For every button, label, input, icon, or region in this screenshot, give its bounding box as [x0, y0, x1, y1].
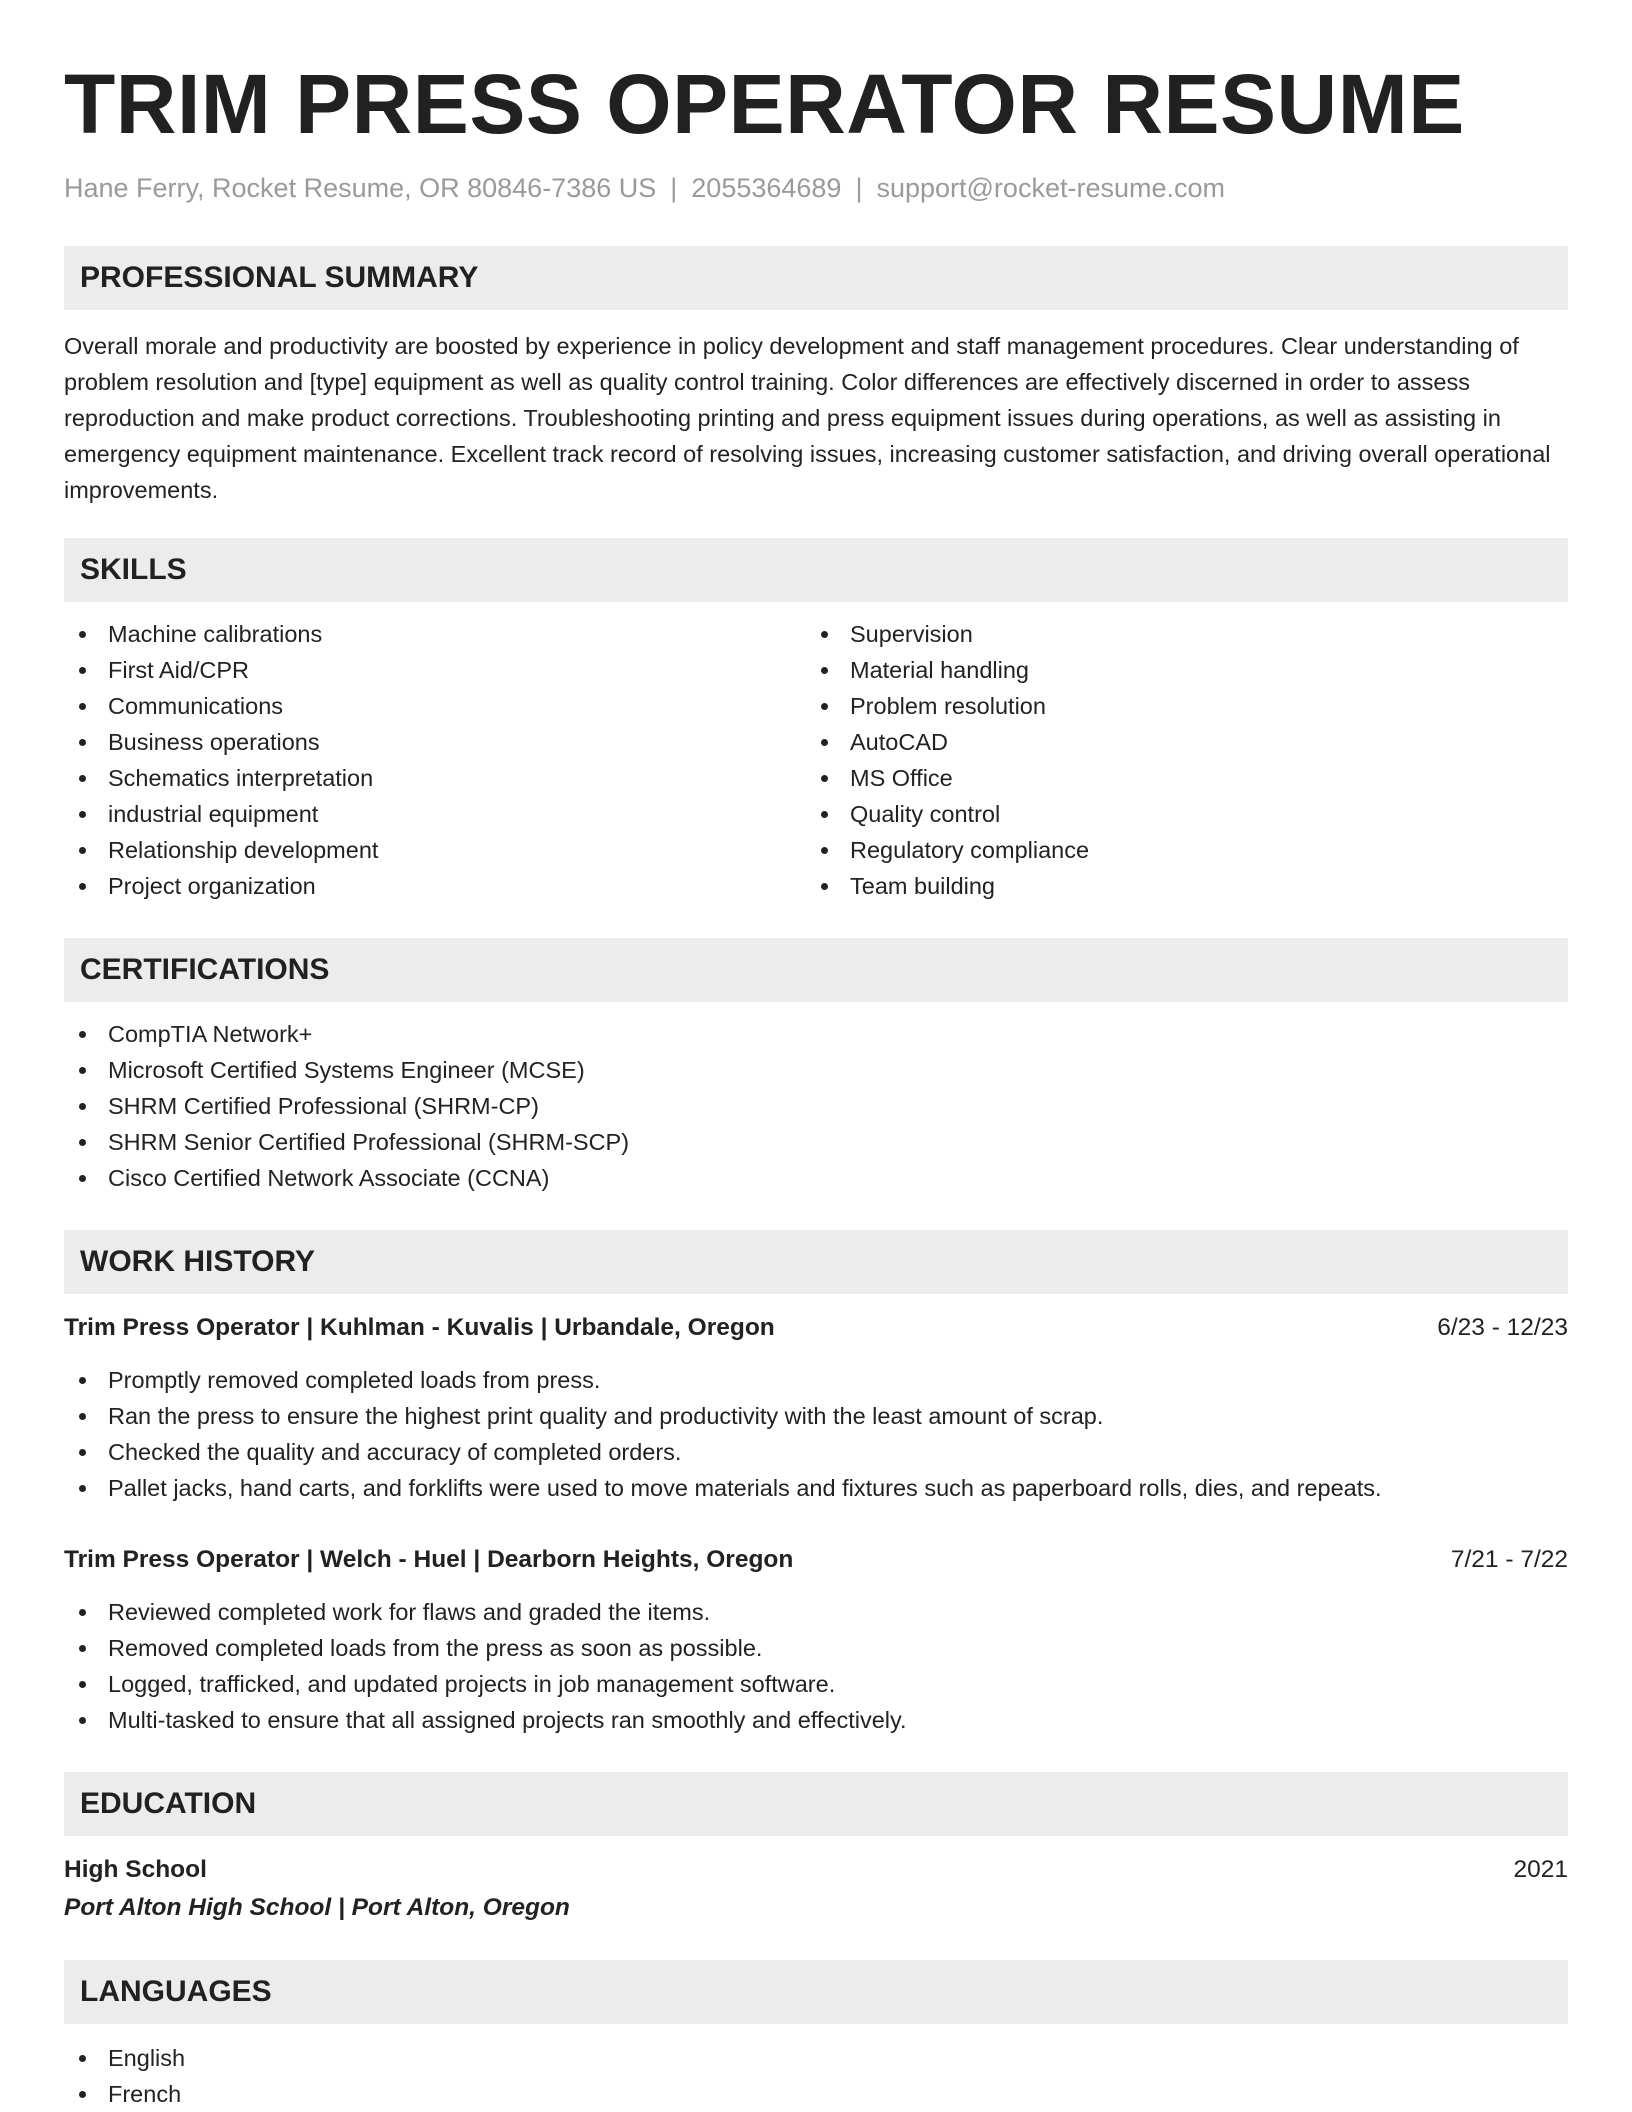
education-school: Port Alton High School | Port Alton, Oregon — [64, 1894, 570, 1921]
skill-item: Material handling — [806, 652, 1548, 688]
job-dates: 7/21 - 7/22 — [1450, 1546, 1568, 1573]
certification-item: Microsoft Certified Systems Engineer (MCSE) — [64, 1052, 1568, 1088]
certification-item: Cisco Certified Network Associate (CCNA) — [64, 1160, 1568, 1196]
certification-item: SHRM Certified Professional (SHRM-CP) — [64, 1088, 1568, 1124]
skill-item: Relationship development — [64, 832, 806, 868]
education-degree: High School — [64, 1856, 207, 1883]
job-dates: 6/23 - 12/23 — [1437, 1314, 1568, 1341]
skills-grid — [64, 616, 1568, 904]
skill-item: industrial equipment — [64, 796, 806, 832]
certification-item: CompTIA Network+ — [64, 1016, 1568, 1052]
skill-item: Problem resolution — [806, 688, 1548, 724]
skill-item: Machine calibrations — [64, 616, 806, 652]
section-header-languages: LANGUAGES — [64, 1960, 1568, 2024]
section-header-skills: SKILLS — [64, 538, 1568, 602]
job-bullets — [64, 1594, 1568, 1738]
skill-item: Business operations — [64, 724, 806, 760]
skills-list-right — [806, 616, 1548, 904]
contact-email: support@rocket-resume.com — [876, 173, 1225, 203]
summary-text: Overall morale and productivity are boosted by experience in policy development and staff management procedures. Clear understanding of problem resolution and [type] equipment as well as quality control training. Color differences are effectively discerned in order to assess reproduction and make product corrections. Troubleshooting printing and press equipment issues during operations, as well as assisting in emergency equipment maintenance. Excellent track record of resolving issues, increasing customer satisfaction, and driving overall operational improvements. — [64, 333, 1551, 503]
section-header-work-history: WORK HISTORY — [64, 1230, 1568, 1294]
job-title: Trim Press Operator | Welch - Huel | Dearborn Heights, Oregon — [64, 1546, 794, 1573]
education-header — [64, 1852, 1568, 1888]
skill-item: Communications — [64, 688, 806, 724]
contact-line — [64, 170, 1568, 206]
job-entry — [64, 1310, 1568, 1506]
job-bullet: Logged, trafficked, and updated projects in job management software. — [64, 1666, 1568, 1702]
job-bullets — [64, 1362, 1568, 1506]
languages-list — [64, 2040, 1568, 2112]
job-bullet: Ran the press to ensure the highest print quality and productivity with the least amount of scrap. — [64, 1398, 1568, 1434]
skill-item: Project organization — [64, 868, 806, 904]
skill-item: Quality control — [806, 796, 1548, 832]
job-entry — [64, 1542, 1568, 1738]
job-bullet: Multi-tasked to ensure that all assigned projects ran smoothly and effectively. — [64, 1702, 1568, 1738]
skills-list-left — [64, 616, 806, 904]
contact-separator: | — [855, 173, 863, 203]
job-header — [64, 1310, 1568, 1346]
language-item: French — [64, 2076, 1568, 2112]
skill-item: Regulatory compliance — [806, 832, 1548, 868]
job-bullet: Removed completed loads from the press as soon as possible. — [64, 1630, 1568, 1666]
language-item: English — [64, 2040, 1568, 2076]
skill-item: First Aid/CPR — [64, 652, 806, 688]
job-header — [64, 1542, 1568, 1578]
certifications-list — [64, 1016, 1568, 1196]
skill-item: Supervision — [806, 616, 1548, 652]
job-bullet: Reviewed completed work for flaws and graded the items. — [64, 1594, 1568, 1630]
contact-phone: 2055364689 — [691, 173, 842, 203]
education-entry — [64, 1852, 1568, 1926]
contact-separator: | — [670, 173, 678, 203]
skill-item: Schematics interpretation — [64, 760, 806, 796]
contact-address: Hane Ferry, Rocket Resume, OR 80846-7386 US — [64, 173, 657, 203]
job-bullet: Promptly removed completed loads from press. — [64, 1362, 1568, 1398]
job-bullet: Checked the quality and accuracy of completed orders. — [64, 1434, 1568, 1470]
job-bullet: Pallet jacks, hand carts, and forklifts were used to move materials and fixtures such as paperboard rolls, dies, and repeats. — [64, 1470, 1568, 1506]
certification-item: SHRM Senior Certified Professional (SHRM-SCP) — [64, 1124, 1568, 1160]
page-title: TRIM PRESS OPERATOR RESUME — [64, 57, 1465, 151]
skill-item: Team building — [806, 868, 1548, 904]
section-header-summary: PROFESSIONAL SUMMARY — [64, 246, 1568, 310]
skill-item: MS Office — [806, 760, 1548, 796]
job-title: Trim Press Operator | Kuhlman - Kuvalis | Urbandale, Oregon — [64, 1314, 775, 1341]
section-header-education: EDUCATION — [64, 1772, 1568, 1836]
education-year: 2021 — [1513, 1856, 1568, 1883]
skill-item: AutoCAD — [806, 724, 1548, 760]
section-header-certifications: CERTIFICATIONS — [64, 938, 1568, 1002]
